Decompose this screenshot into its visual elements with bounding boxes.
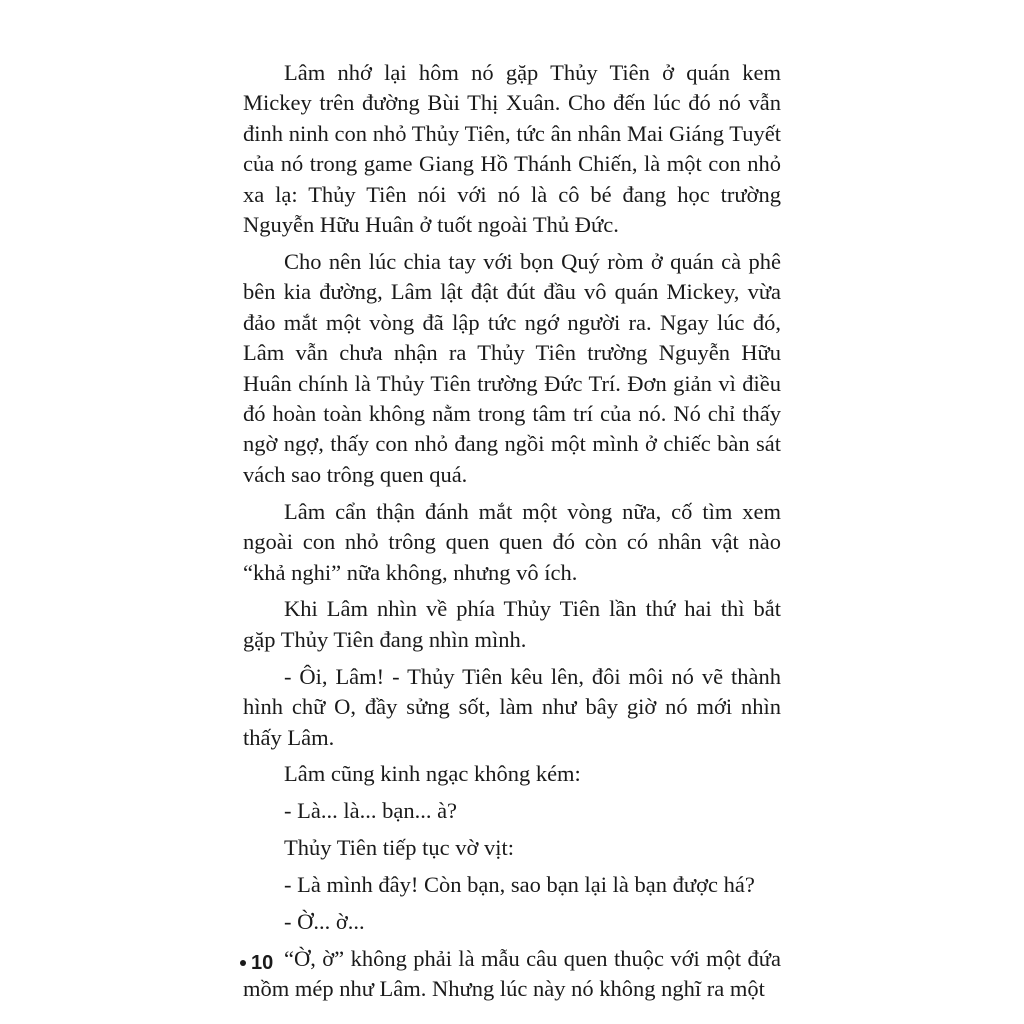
paragraph-6: Lâm cũng kinh ngạc không kém: [284, 761, 581, 787]
paragraph-2: Cho nên lúc chia tay với bọn Quý ròm ở quán cà phê bên kia đường, Lâm lật đật đút đầu vô quán Mickey, vừa đảo mắt một vòng đã lập tức ngớ người ra. Ngay lúc đó, Lâm vẫn chưa nhận ra Thủy Tiên trường Nguyễn Hữu Huân chính là Thủy Tiên trường Đức Trí. Đơn giản vì điều đó hoàn toàn không nằm trong tâm trí của nó. Nó chỉ thấy ngờ ngợ, thấy con nhỏ đang ngồi một mình ở chiếc bàn sát vách sao trông quen quá. [243, 248, 781, 487]
paragraph-7: - Là... là... bạn... à? [284, 798, 458, 824]
bullet-dot-icon [240, 960, 246, 966]
paragraph-8: Thủy Tiên tiếp tục vờ vịt: [284, 835, 515, 861]
paragraph-3: Lâm cẩn thận đánh mắt một vòng nữa, cố tìm xem ngoài con nhỏ trông quen quen đó còn có nhân vật nào “khả nghi” nữa không, nhưng vô ích. [243, 498, 781, 585]
paragraph-4: Khi Lâm nhìn về phía Thủy Tiên lần thứ hai thì bắt gặp Thủy Tiên đang nhìn mình. [243, 596, 781, 652]
paragraph-10: - Ờ... ờ... [284, 909, 365, 935]
paragraph-1: Lâm nhớ lại hôm nó gặp Thủy Tiên ở quán kem Mickey trên đường Bùi Thị Xuân. Cho đến lúc đó nó vẫn đinh ninh con nhỏ Thủy Tiên, tức ân nhân Mai Giáng Tuyết của nó trong game Giang Hồ Thánh Chiến, là một con nhỏ xa lạ: Thủy Tiên nói với nó là cô bé đang học trường Nguyễn Hữu Huân ở tuốt ngoài Thủ Đức. [243, 60, 781, 238]
page-number [240, 950, 273, 976]
body-text [243, 58, 781, 1011]
paragraph-9: - Là mình đây! Còn bạn, sao bạn lại là bạn được há? [284, 872, 755, 898]
paragraph-5: - Ôi, Lâm! - Thủy Tiên kêu lên, đôi môi nó vẽ thành hình chữ O, đầy sửng sốt, làm như bây giờ nó mới nhìn thấy Lâm. [243, 663, 781, 750]
paragraph-11: “Ờ, ờ” không phải là mẫu câu quen thuộc với một đứa mồm mép như Lâm. Nhưng lúc này nó không nghĩ ra một [243, 945, 781, 1002]
page-number-value: 10 [251, 952, 274, 974]
